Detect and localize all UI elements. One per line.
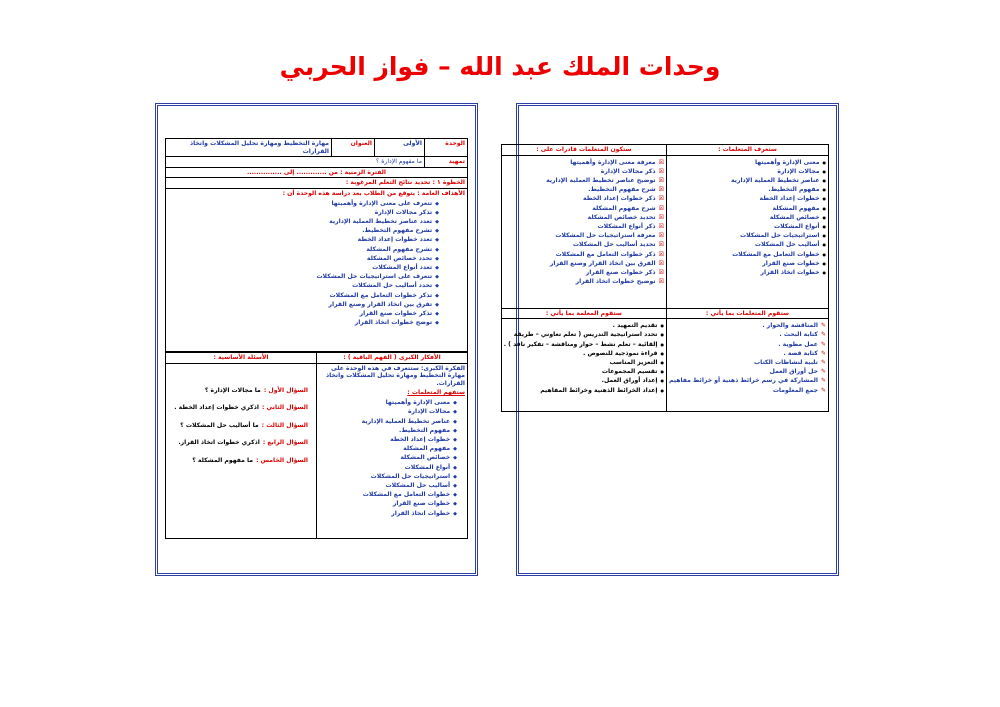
goal-item: ◆ تشرح مفهوم المشكلة — [168, 246, 439, 254]
will-know-item: ● معنى الإدارة وأهميتها — [669, 159, 826, 167]
will-be-able-item: ☒ ذكر خطوات صنع القرار — [504, 269, 664, 277]
teacher-do-item: ● إلقائية – تعلم نشط – حوار ومناقشة – تفكير ناقد ) . — [504, 341, 664, 349]
students-do-item: ✎ حل أوراق العمل — [669, 368, 826, 376]
students-know-item: ◆ خصائص المشكلة — [319, 454, 457, 462]
goal-item: ◆ تشرح مفهوم التخطيط. — [168, 227, 439, 235]
goal-item: ◆ تعدد أنواع المشكلات — [168, 264, 439, 272]
students-do-item: ✎ المشاركة في رسم خرائط ذهنية أو خرائط مفاهيم — [669, 377, 826, 385]
will-be-able-item: ☒ ذكر خطوات التعامل مع المشكلات — [504, 251, 664, 259]
will-know-item: ● أساليب حل المشكلات — [669, 241, 826, 249]
will-know-item: ● مجالات الإدارة — [669, 168, 826, 176]
students-know-item: ◆ خطوات إعداد الخطة — [319, 436, 457, 444]
intro-label: تمهيد — [425, 157, 468, 168]
period-label: الفترة الزمنية : من ............. إلى ............... — [166, 167, 468, 178]
teacher-do-item: ● تقسيم المجموعات — [504, 368, 664, 376]
question-label: السؤال الرابع : — [262, 439, 308, 447]
general-goals-title: الأهداف العامة : يتوقع من الطلاب بعد دراسة هذه الوحدة أن : — [282, 190, 465, 198]
will-know-title: ستعرف المتعلمات : — [666, 145, 828, 156]
question-item — [168, 387, 308, 395]
will-know-item: ● خطوات إعداد الخطة — [669, 195, 826, 203]
teacher-do-title: ستقوم المعلمة بما يأتي : — [501, 308, 666, 319]
big-idea-text: الفكرة الكبرى: ستتعرف في هذه الوحدة على مهارة التخطيط ومهارة تحليل المشكلات واتخاذ القرارات. — [325, 364, 465, 387]
students-know-item: ◆ أساليب حل المشكلات — [319, 482, 457, 490]
question-label: السؤال الأول : — [263, 386, 308, 394]
will-know-item: ● مفهوم التخطيط. — [669, 186, 826, 194]
students-do-item: ✎ جمع المعلومات — [669, 387, 826, 395]
goal-item: ◆ تحدد أساليب حل المشكلات — [168, 282, 439, 290]
students-do-item: ✎ المناقشة والحوار . — [669, 322, 826, 330]
will-be-able-item: ☒ ذكر خطوات إعداد الخطة — [504, 195, 664, 203]
will-be-able-item: ☒ شرح مفهوم التخطيط. — [504, 186, 664, 194]
right-sheet — [503, 103, 839, 576]
will-know-item: ● خصائص المشكلة — [669, 214, 826, 222]
students-know-item: ◆ خطوات صنع القرار — [319, 500, 457, 508]
goal-item: ◆ تحدد خصائص المشكلة — [168, 255, 439, 263]
will-know-item: ● خطوات التعامل مع المشكلات — [669, 251, 826, 259]
question-label: السؤال الثاني : — [261, 404, 308, 412]
will-be-able-item: ☒ معرفة معنى الإدارة وأهميتها — [504, 159, 664, 167]
students-know-title: ستفهم المتعلمات : — [407, 389, 465, 397]
will-be-able-item: ☒ توضيح عناصر تخطيط العملية الإدارية — [504, 177, 664, 185]
will-be-able-list — [504, 159, 664, 286]
students-do-title: ستقوم المتعلمات بما يأتي : — [666, 308, 828, 319]
will-be-able-item: ☒ توضيح خطوات اتخاذ القرار — [504, 278, 664, 286]
students-do-item: ✎ عمل مطوية . — [669, 341, 826, 349]
right-sheet-content — [503, 144, 829, 412]
will-know-item: ● خطوات اتخاذ القرار — [669, 269, 826, 277]
step1-title: الخطوة ١ : تحديد نتائج التعلم المرغوبة : — [166, 178, 468, 189]
students-know-list — [319, 399, 457, 517]
will-know-item: ● مفهوم المشكلة — [669, 205, 826, 213]
students-know-item: ◆ مجالات الإدارة — [319, 408, 457, 416]
students-do-item: ✎ كتابة البحث . — [669, 331, 826, 339]
question-item — [168, 439, 308, 447]
question-text: اذكري خطوات اتخاذ القرار. — [178, 439, 260, 447]
goal-item: ◆ تذكر خطوات صنع القرار — [168, 310, 439, 318]
goal-item: ◆ تتعرف على معنى الإدارة وأهميتها — [168, 200, 439, 208]
students-know-item: ◆ خطوات اتخاذ القرار — [319, 510, 457, 518]
goal-item: ◆ تعدد عناصر تخطيط العملية الإدارية — [168, 218, 439, 226]
students-know-item: ◆ عناصر تخطيط العملية الإدارية — [319, 418, 457, 426]
students-know-item: ◆ معنى الإدارة وأهميتها — [319, 399, 457, 407]
goal-item: ◆ تتعرف على استراتيجيات حل المشكلات — [168, 273, 439, 281]
big-ideas-title: الأفكار الكبرى ( الفهم الباقية ) : — [317, 353, 468, 364]
teacher-do-item: ● إعداد أوراق العمل. — [504, 377, 664, 385]
teacher-do-item: ● قراءة نموذجية للنصوص . — [504, 350, 664, 358]
will-know-item: ● خطوات صنع القرار — [669, 260, 826, 268]
question-text: ما أساليب حل المشكلات ؟ — [180, 421, 259, 429]
unit-header-table — [165, 138, 468, 352]
intro-value: ما مفهوم الإدارة ؟ — [166, 157, 425, 168]
left-sheet — [155, 103, 478, 576]
will-be-able-item: ☒ معرفة استراتيجيات حل المشكلات — [504, 232, 664, 240]
left-sheet-content — [165, 138, 468, 539]
will-be-able-title: ستكون المتعلمات قادرات على : — [501, 145, 666, 156]
outcomes-table — [501, 144, 829, 412]
topic-value: مهارة التخطيط ومهارة تحليل المشكلات واتخاذ القرارات — [166, 139, 332, 157]
question-label: السؤال الخامس : — [256, 457, 308, 465]
students-know-item: ◆ مفهوم المشكلة — [319, 445, 457, 453]
question-item — [168, 422, 308, 430]
students-know-item: ◆ أنواع المشكلات — [319, 464, 457, 472]
question-text: ما مجالات الإدارة ؟ — [204, 386, 261, 394]
goals-list — [168, 200, 439, 327]
unit-label: الوحدة — [425, 139, 468, 157]
teacher-do-item: ● التعزيز المناسب — [504, 359, 664, 367]
goal-item: ◆ تعدد خطوات إعداد الخطة — [168, 236, 439, 244]
big-ideas-table — [165, 352, 468, 539]
students-know-item: ◆ خطوات التعامل مع المشكلات — [319, 491, 457, 499]
will-be-able-item: ☒ تحديد خصائص المشكلة — [504, 214, 664, 222]
question-text: ما مفهوم المشكلة ؟ — [192, 457, 254, 465]
question-label: السؤال الثالث : — [261, 421, 308, 429]
teacher-do-item: ● تقديم التمهيد . — [504, 322, 664, 330]
students-know-item: ◆ استراتيجيات حل المشكلات — [319, 473, 457, 481]
students-do-item: ✎ تلبية لنشاطات الكتاب — [669, 359, 826, 367]
page-title: وحدات الملك عبد الله – فواز الحربي — [279, 52, 721, 81]
goal-item: ◆ توضح خطوات اتخاذ القرار — [168, 319, 439, 327]
students-do-list — [669, 322, 826, 394]
will-be-able-item: ☒ الفرق بين اتخاذ القرار وصنع القرار — [504, 260, 664, 268]
unit-value: الأولى — [375, 139, 425, 157]
goal-item: ◆ تذكر مجالات الإدارة — [168, 209, 439, 217]
teacher-do-item: ● تحدد استراتيجية التدريس ( تعلم تعاوني – طريقة — [504, 331, 664, 339]
essential-questions — [168, 387, 314, 465]
essential-q-title: الأسئلة الأساسية : — [166, 353, 317, 364]
will-be-able-item: ☒ شرح مفهوم المشكلة — [504, 205, 664, 213]
will-know-item: ● أنواع المشكلات — [669, 223, 826, 231]
students-know-item: ◆ مفهوم التخطيط. — [319, 427, 457, 435]
teacher-do-list — [504, 322, 664, 394]
students-do-item: ✎ كتابة قصة . — [669, 350, 826, 358]
question-text: اذكري خطوات إعداد الخطة . — [174, 404, 259, 412]
will-know-item: ● عناصر تخطيط العملية الإدارية — [669, 177, 826, 185]
will-know-list — [669, 159, 826, 277]
goal-item: ◆ تفرق بين اتخاذ القرار وصنع القرار — [168, 301, 439, 309]
goal-item: ◆ تذكر خطوات التعامل مع المشكلات — [168, 292, 439, 300]
will-be-able-item: ☒ تحديد أساليب حل المشكلات — [504, 241, 664, 249]
will-know-item: ● استراتيجيات حل المشكلات — [669, 232, 826, 240]
will-be-able-item: ☒ ذكر مجالات الإدارة — [504, 168, 664, 176]
topic-label: العنوان — [332, 139, 375, 157]
question-item — [168, 457, 308, 465]
will-be-able-item: ☒ ذكر أنواع المشكلات — [504, 223, 664, 231]
question-item — [168, 404, 308, 412]
teacher-do-item: ● إعداد الخرائط الذهنية وخرائط المفاهيم — [504, 387, 664, 395]
